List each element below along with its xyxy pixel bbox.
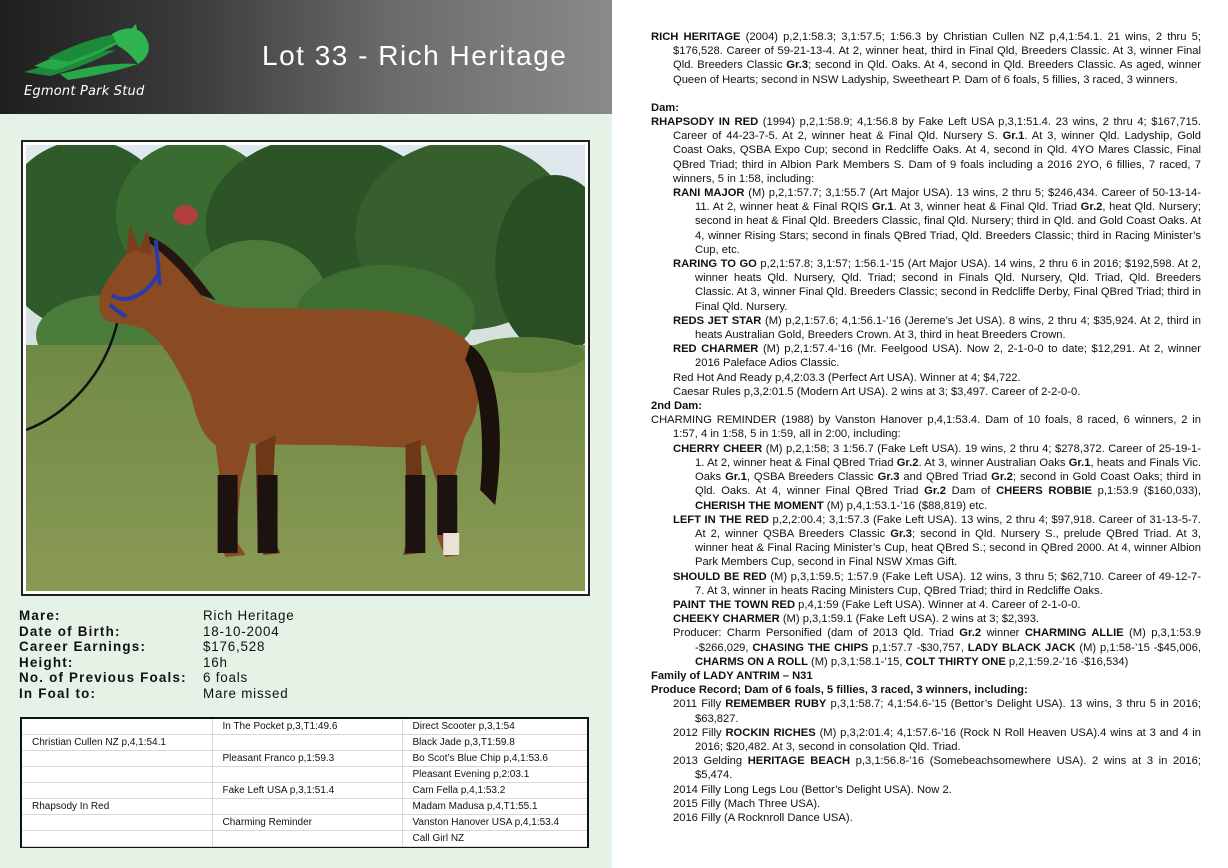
pedigree-great-grandparent: Black Jade p,3,T1:59.8 (402, 735, 587, 751)
progeny-entry (651, 342, 1201, 370)
pedigree-row (22, 783, 587, 799)
text-run: 2013 Gelding (673, 755, 748, 768)
detail-row (19, 686, 295, 702)
pedigree-grandparent (212, 767, 402, 783)
produce-record-list (651, 697, 1201, 825)
horse-head-logo-icon (20, 24, 160, 84)
text-run: 2015 Filly (Mach Three USA). (673, 797, 821, 810)
text-run: (M) p,3,2:01.4; 4,1:57.6-’16 (Rock N Roll Heaven USA).4 wins at 3 and 4 in 2016; $20,482. At 3, second in consolation Qld. Triad. (695, 726, 1201, 753)
bold-text: RARING TO GO (673, 258, 757, 271)
bold-text: CHARMS ON A ROLL (695, 655, 808, 668)
bold-text: REDS JET STAR (673, 314, 762, 327)
mare-summary (651, 30, 1201, 87)
text-run: p,2,1:57.8; 3,1:57; 1:56.1-’15 (Art Major USA). 14 wins, 2 thru 6 in 2016; $192,598. At 2, winner heats Qld. Nursery, Qld. Triad; second in Finals Qld. Nursery, Qld. Triad, Qld. Breeders Classic. At 3, winner Final Qld. Breeders Classic; second in Redcliffe Derby, Final QBred Triad; third in Final Qld. Nursery. (695, 258, 1201, 313)
produce-entry (651, 797, 1201, 811)
produce-entry (651, 811, 1201, 825)
detail-label: Date of Birth: (19, 623, 121, 639)
text-run: CHARMING REMINDER (1988) by Vanston Hanover p,4,1:53.4. Dam of 10 foals, 8 raced, 6 winners, 2 in 1:57, 4 in 1:58, 5 in 1:59, all in 2:00, including: (651, 414, 1201, 441)
detail-row (19, 639, 295, 655)
progeny-entry (651, 513, 1201, 570)
bold-text: CHERISH THE MOMENT (695, 499, 824, 512)
detail-row (19, 624, 295, 640)
bold-text: HERITAGE BEACH (747, 755, 851, 768)
pedigree-sire-dam (22, 814, 212, 830)
pedigree-table (20, 717, 589, 848)
dam-heading: Dam: (651, 101, 679, 114)
bold-text: Gr.1 (1068, 456, 1091, 469)
text-run: , heats and Finals Vic. Oaks (695, 456, 1201, 484)
pedigree-sire-dam: Christian Cullen NZ p,4,1:54.1 (22, 735, 212, 751)
header-bar (0, 0, 612, 114)
text-run: , QSBA Breeders Classic (746, 471, 878, 484)
pedigree-great-grandparent: Cam Fella p,4,1:53.2 (402, 783, 587, 799)
bold-text: Gr.1 (871, 201, 894, 214)
bold-text: CHARMING ALLIE (1024, 627, 1124, 640)
pedigree-row (22, 798, 587, 814)
text-run: 2016 Filly (A Rocknroll Dance USA). (673, 811, 853, 824)
bold-text: RICH HERITAGE (651, 31, 741, 43)
bold-text: REMEMBER RUBY (725, 698, 827, 711)
detail-label: In Foal to: (19, 685, 97, 701)
lot-title: Lot 33 - Rich Heritage (262, 40, 568, 71)
bold-text: CHASING THE CHIPS (752, 641, 869, 654)
text-run: Caesar Rules p,3,2:01.5 (Modern Art USA). 2 wins at 3; $3,497. Career of 2-2-0-0. (673, 385, 1081, 398)
bold-text: Gr.2 (991, 471, 1013, 484)
mare-details (19, 608, 295, 702)
progeny-entry (651, 442, 1201, 513)
pedigree-grandparent (212, 830, 402, 846)
pedigree-sire-dam (22, 719, 212, 735)
text-run: (M) p,2,1:57.4-’16 (Mr. Feelgood USA). Now 2, 2-1-0-0 to date; $12,291. At 2, winner 2016 Paleface Adios Classic. (695, 343, 1202, 370)
bold-text: COLT THIRTY ONE (905, 655, 1006, 668)
pedigree-row (22, 767, 587, 783)
text-run: Dam of (945, 485, 997, 498)
text-run: 2014 Filly Long Legs Lou (Bettor’s Delight USA). Now 2. (673, 783, 952, 796)
detail-value: Mare missed (203, 685, 289, 701)
text-run: p,1:57.7 -$30,757, (868, 641, 968, 654)
bold-text: Gr.2 (1080, 201, 1103, 214)
family-line: Family of LADY ANTRIM – N31 (651, 669, 813, 682)
pedigree-sire-dam (22, 751, 212, 767)
text-run: and QBred Triad (899, 471, 992, 484)
pedigree-grandparent: In The Pocket p,3,T1:49.6 (212, 719, 402, 735)
pedigree-grandparent: Fake Left USA p,3,1:51.4 (212, 783, 402, 799)
bold-text: Gr.1 (1002, 130, 1025, 143)
pedigree-great-grandparent: Vanston Hanover USA p,4,1:53.4 (402, 814, 587, 830)
pedigree-sire-dam: Rhapsody In Red (22, 798, 212, 814)
dam-progeny-list (651, 186, 1201, 399)
detail-label: Mare: (19, 608, 61, 623)
detail-row (19, 670, 295, 686)
pedigree-great-grandparent: Call Girl NZ (402, 830, 587, 846)
detail-value: Rich Heritage (203, 608, 295, 623)
text-run: . At 3, winner Qld. Ladyship, Gold Coast Oaks, QSBA Expo Cup; second in Redcliffe Oaks. At 4, second in Qld. 4YO Mares Classic, Final QBred Triad; third in Albion Park Members S. Dam of 9 foals including a 2016 2YO, 6 fillies, 7 raced, 7 winners, 5 in 1:58, including: (673, 130, 1201, 185)
text-run: Red Hot And Ready p,4,2:03.3 (Perfect Art USA). Winner at 4; $4,722. (673, 371, 1021, 384)
text-run: (M) p,3,1:58.1-’15, (807, 655, 906, 668)
pedigree-row (22, 830, 587, 846)
text-run: (1994) p,2,1:58.9; 4,1:56.8 by Fake Left USA p,3,1:51.4. 23 wins, 2 thru 4; $167,715. Career of 44-23-7-5. At 2, winner heat & Final Qld. Nursery S. (673, 116, 1201, 143)
text-run: (2004) p,2,1:58.3; 3,1:57.5; 1:56.3 by Christian Cullen NZ p,4,1:54.1. 21 wins, 2 thru 5; $176,528. Career of 59-21-13-4. At 2, winner heat, third in Final Qld, Breeders Classic. At 3, winner Final Qld. Breeders Classic (673, 31, 1201, 72)
text-run: 2011 Filly (673, 698, 726, 711)
text-run: p,1:53.9 ($160,033), (1091, 485, 1202, 498)
bold-text: PAINT THE TOWN RED (673, 598, 796, 611)
catalogue-text (651, 30, 1201, 825)
text-run: winner (981, 627, 1025, 640)
progeny-entry (651, 371, 1201, 385)
bold-text: Gr.1 (725, 471, 747, 484)
mare-photo (26, 145, 585, 591)
mare-photo-frame (21, 140, 590, 596)
bold-text: CHEERS ROBBIE (996, 485, 1092, 498)
bold-text: LEFT IN THE RED (673, 513, 769, 526)
bold-text: Gr.3 (877, 471, 900, 484)
bold-text: Gr.3 (786, 59, 809, 72)
text-run: p,2,2:00.4; 3,1:57.3 (Fake Left USA). 13 wins, 2 thru 4; $97,918. Career of 31-13-5-7. At 2, winner QSBA Breeders Classic (695, 513, 1201, 540)
produce-entry (651, 697, 1201, 725)
second-dam-heading: 2nd Dam: (651, 400, 702, 413)
bold-text: CHERRY CHEER (673, 442, 763, 455)
bold-text: Gr.2 (924, 485, 946, 498)
pedigree-sire-dam (22, 767, 212, 783)
produce-entry (651, 783, 1201, 797)
text-run: p,3,1:58.7; 4,1:54.6-’15 (Bettor’s Delight USA). 13 wins, 3 thru 5 in 2016; $63,827. (695, 698, 1201, 725)
detail-row (19, 608, 295, 624)
produce-heading: Produce Record; Dam of 6 foals, 5 fillies, 3 raced, 3 winners, including: (651, 684, 1028, 697)
pedigree-sire-dam (22, 783, 212, 799)
second-dam-progeny-list (651, 442, 1201, 669)
text-run: (M) p,2,1:58; 3 1:56.7 (Fake Left USA). 19 wins, 2 thru 4; $278,372. Career of 25-19-1-1. At 2, winner heat & Final QBred Triad (695, 442, 1201, 469)
bold-text: ROCKIN RICHES (725, 726, 816, 739)
pedigree-grandparent (212, 798, 402, 814)
detail-value: 18-10-2004 (203, 623, 280, 639)
progeny-entry (651, 314, 1201, 342)
pedigree-grandparent (212, 735, 402, 751)
text-run: . At 3, winner Australian Oaks (918, 456, 1069, 469)
text-run: p,3,1:56.8-’16 (Somebeachsomewhere USA). 2 wins at 3 in 2016; $5,474. (695, 755, 1201, 782)
text-run: p,2,1:59.2-’16 -$16,534) (1005, 655, 1129, 668)
progeny-entry (651, 626, 1201, 669)
progeny-entry (651, 385, 1201, 399)
pedigree-sire-dam (22, 830, 212, 846)
progeny-entry (651, 570, 1201, 598)
text-run: 2012 Filly (673, 726, 726, 739)
pedigree-great-grandparent: Pleasant Evening p,2:03.1 (402, 767, 587, 783)
bold-text: Gr.3 (890, 527, 913, 540)
dam-summary (651, 115, 1201, 186)
text-run: p,4,1:59 (Fake Left USA). Winner at 4. Career of 2-1-0-0. (795, 598, 1081, 611)
bold-text: LADY BLACK JACK (967, 641, 1076, 654)
detail-label: Career Earnings: (19, 639, 147, 655)
pedigree-row (22, 814, 587, 830)
text-run: (M) p,3,1:59.5; 1:57.9 (Fake Left USA). 12 wins, 3 thru 5; $62,710. Career of 49-12-7-7. At 3, winner in heats Racing Ministers Cup, QBred Triad; third in Redcliffe Oaks. (695, 570, 1201, 597)
text-run: ; second in Qld. Nursery S., prelude QBred Triad. At 3, winner heat & Final Racing Minister’s Cup, heat QBred S.; second in QBred 2000. At 4, winner Albion Park Members Cup, second in Final NSW Xmas Gift. (695, 527, 1201, 569)
second-dam-summary (651, 413, 1201, 441)
text-run: (M) p,4,1:53.1-’16 ($88,819) etc. (823, 499, 988, 512)
progeny-entry (651, 186, 1201, 257)
pedigree-great-grandparent: Direct Scooter p,3,1:54 (402, 719, 587, 735)
text-run: (M) p,2,1:57.6; 4,1:56.1-’16 (Jereme’s Jet USA). 8 wins, 2 thru 4; $35,924. At 2, third in heats Australian Gold, Breeders Crown. At 3, third in heat Breeders Crown. (695, 314, 1201, 342)
text-run: (M) p,2,1:57.7; 3,1:55.7 (Art Major USA). 13 wins, 2 thru 5; $246,434. Career of 50-13-14-11. At 2, winner heat & Final RQIS (695, 187, 1201, 214)
text-run: (M) p,3,1:59.1 (Fake Left USA). 2 wins at 3; $2,393. (779, 613, 1040, 626)
progeny-entry (651, 257, 1201, 314)
text-run: Producer: Charm Personified (dam of 2013 Qld. Triad (673, 627, 960, 640)
detail-row (19, 655, 295, 671)
progeny-entry (651, 598, 1201, 612)
text-run: . At 3, winner heat & Final Qld. Triad (893, 201, 1081, 214)
produce-entry (651, 754, 1201, 782)
pedigree-row (22, 751, 587, 767)
text-run: ; second in Gold Coast Oaks; third in Qld. Oaks. At 4, winner Final QBred Triad (695, 471, 1201, 498)
bold-text: Gr.2 (896, 456, 919, 469)
text-run: , heat Qld. Nursery; second in heat & Final Qld. Breeders Classic, final Qld. Nursery; third in Qld. and Gold Coast Oaks. At 4, winner Rising Stars; second in finals QBred Triad, Qld. Breeders Classic; third in Racing Minister’s Cup, etc. (695, 201, 1201, 256)
left-panel (0, 0, 612, 868)
bold-text: Gr.2 (959, 627, 982, 640)
detail-value: 6 foals (203, 670, 249, 686)
bold-text: RHAPSODY IN RED (651, 116, 759, 129)
pedigree-grandparent: Pleasant Franco p,1:59.3 (212, 751, 402, 767)
text-run: ; second in Qld. Oaks. At 4, second in Qld. Breeders Classic. As aged, winner Queen of Hearts; second in NSW Ladyship, Sweetheart P. Dam of 6 foals, 5 fillies, 3 raced, 3 winners. (673, 59, 1201, 86)
detail-label: No. of Previous Foals: (19, 670, 187, 686)
bold-text: RED CHARMER (673, 343, 759, 356)
detail-value: $176,528 (203, 639, 266, 655)
pedigree-great-grandparent: Bo Scot’s Blue Chip p,4,1:53.6 (402, 751, 587, 767)
pedigree-grandparent: Charming Reminder (212, 814, 402, 830)
text-run: (M) p,3,1:53.9 -$266,029, (695, 627, 1201, 654)
detail-value: 16h (203, 654, 228, 670)
bold-text: SHOULD BE RED (673, 570, 767, 583)
text-run: (M) p,1:58-’15 -$45,006, (1075, 641, 1201, 654)
bold-text: RANI MAJOR (673, 187, 745, 200)
stud-name: Egmont Park Stud (24, 84, 145, 99)
detail-label: Height: (19, 654, 74, 670)
pedigree-row (22, 719, 587, 735)
produce-entry (651, 726, 1201, 754)
bold-text: CHEEKY CHARMER (673, 613, 780, 626)
pedigree-great-grandparent: Madam Madusa p,4,T1:55.1 (402, 798, 587, 814)
progeny-entry (651, 612, 1201, 626)
pedigree-row (22, 735, 587, 751)
